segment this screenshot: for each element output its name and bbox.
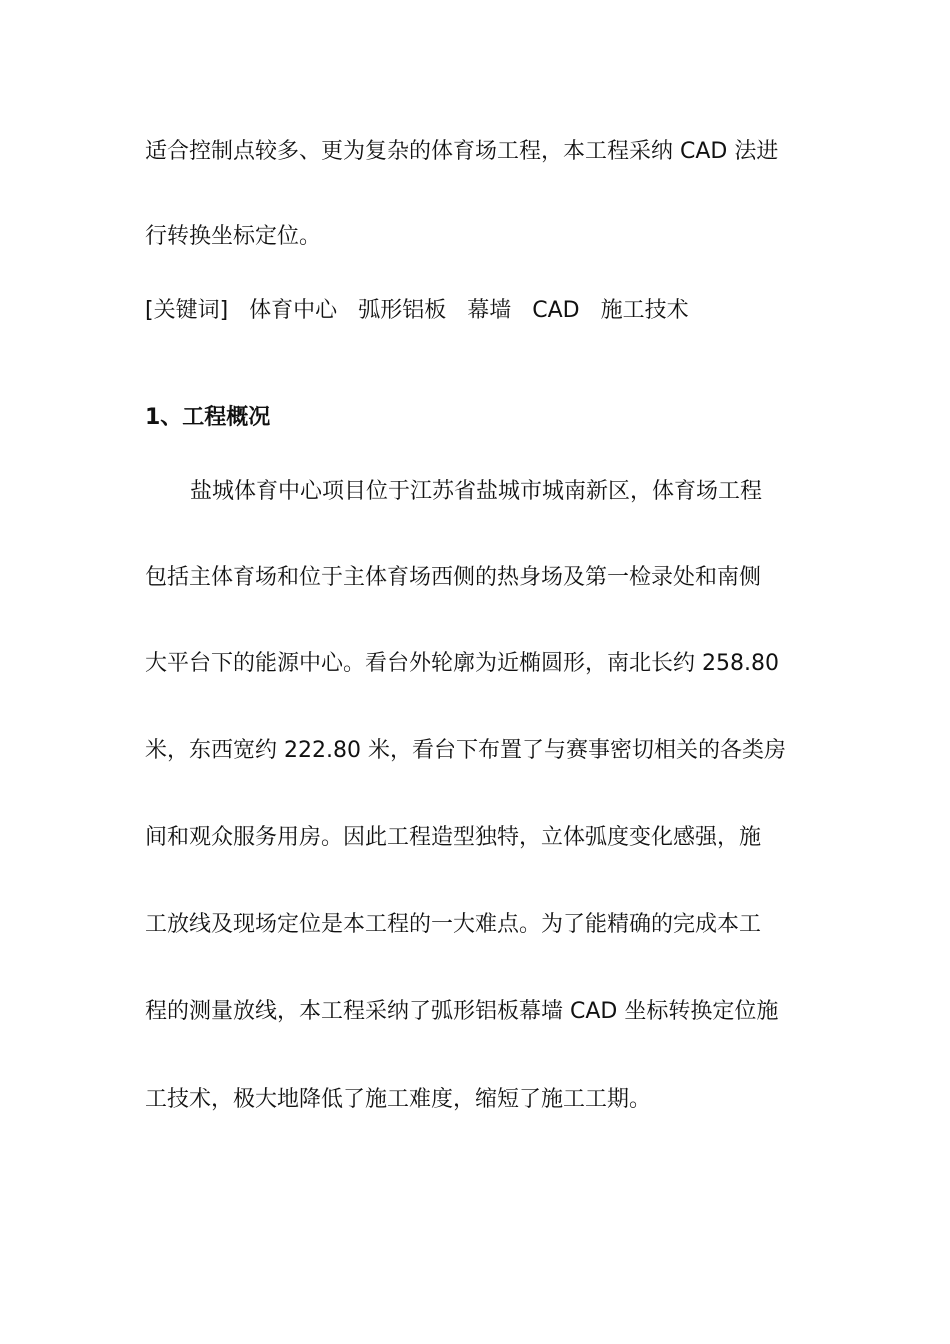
- intro-line-2: 行转换坐标定位。: [145, 224, 322, 249]
- intro-line-1: 适合控制点较多、更为复杂的体育场工程，本工程采纳 CAD 法进: [145, 139, 779, 164]
- paragraph-line: 包括主体育场和位于主体育场西侧的热身场及第一检录处和南侧: [145, 565, 762, 590]
- keyword-item: CAD: [532, 298, 580, 323]
- paragraph-line: 间和观众服务用房。因此工程造型独特，立体弧度变化感强，施: [145, 825, 762, 850]
- paragraph-line: 程的测量放线，本工程采纳了弧形铝板幕墙 CAD 坐标转换定位施: [145, 999, 779, 1024]
- keyword-item: 弧形铝板: [358, 298, 447, 323]
- keywords-label: [关键词]: [145, 298, 229, 323]
- paragraph-line: 工放线及现场定位是本工程的一大难点。为了能精确的完成本工: [145, 912, 762, 937]
- paragraph-line: 工技术，极大地降低了施工难度，缩短了施工工期。: [145, 1087, 652, 1112]
- keyword-item: 体育中心: [249, 298, 338, 323]
- paragraph-line: 盐城体育中心项目位于江苏省盐城市城南新区，体育场工程: [190, 479, 763, 504]
- paragraph-line: 大平台下的能源中心。看台外轮廓为近椭圆形，南北长约 258.80: [145, 651, 779, 676]
- keyword-item: 幕墙: [467, 298, 512, 323]
- paragraph-line: 米，东西宽约 222.80 米，看台下布置了与赛事密切相关的各类房: [145, 738, 786, 763]
- section-heading: 1、工程概况: [145, 405, 271, 430]
- keywords-row: [145, 296, 689, 326]
- keyword-item: 施工技术: [600, 298, 689, 323]
